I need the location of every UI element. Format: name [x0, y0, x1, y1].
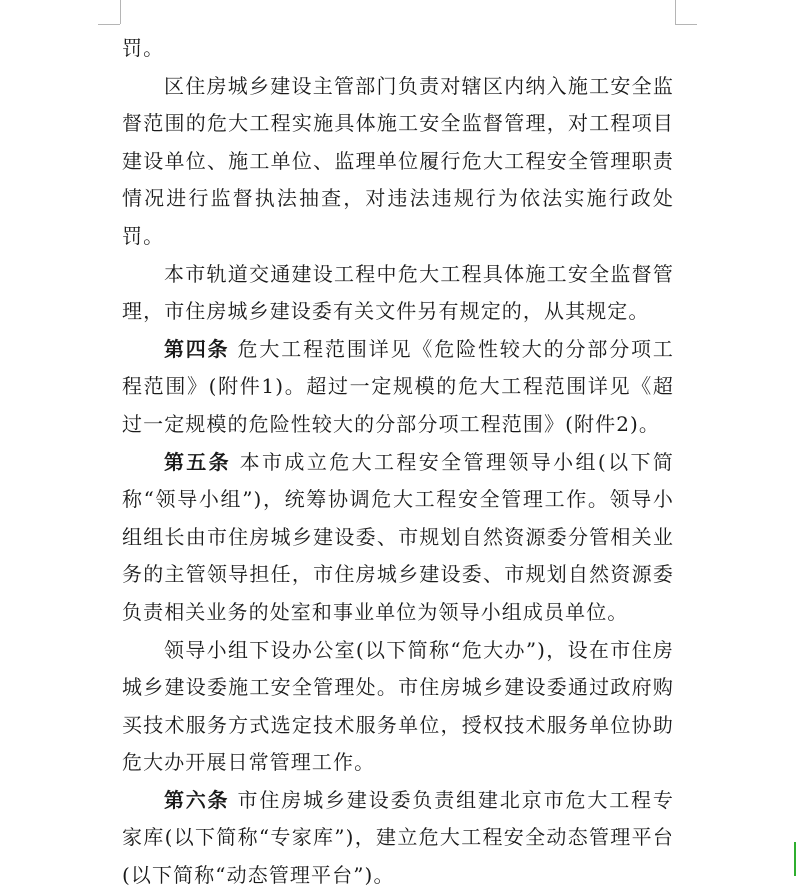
document-body	[122, 30, 674, 895]
paragraph-text: 本市轨道交通建设工程中危大工程具体施工安全监督管理，市住房城乡建设委有关文件另有规定的，从其规定。	[122, 261, 674, 324]
paragraph-text: 市住房城乡建设委负责组建北京市危大工程专家库(以下简称“专家库”)，建立危大工程安全动态管理平台(以下简称“动态管理平台”)。	[122, 787, 675, 888]
paragraph	[122, 256, 674, 331]
article-number: 第四条	[164, 336, 230, 361]
crop-mark-top-left	[120, 0, 121, 24]
article-number: 第六条	[164, 787, 230, 812]
paragraph-text: 本市成立危大工程安全管理领导小组(以下简称“领导小组”)，统筹协调危大工程安全管理工作。领导小组组长由市住房城乡建设委、市规划自然资源委分管相关业务的主管领导担任，市住房城乡建设委、市规划自然资源委负责相关业务的处室和事业单位为领导小组成员单位。	[122, 449, 674, 624]
crop-mark-top-left	[98, 24, 120, 25]
paragraph	[122, 68, 674, 256]
article-paragraph	[122, 782, 674, 895]
article-paragraph	[122, 331, 674, 444]
paragraph	[122, 30, 674, 68]
paragraph	[122, 632, 674, 782]
paragraph-text: 罚。	[122, 36, 165, 60]
paragraph-text: 领导小组下设办公室(以下简称“危大办”)，设在市住房城乡建设委施工安全管理处。市住房城乡建设委通过政府购买技术服务方式选定技术服务单位，授权技术服务单位协助危大办开展日常管理工作。	[122, 637, 674, 775]
crop-mark-top-right	[675, 0, 676, 24]
paragraph-text: 区住房城乡建设主管部门负责对辖区内纳入施工安全监督范围的危大工程实施具体施工安全监督管理，对工程项目建设单位、施工单位、监理单位履行危大工程安全管理职责情况进行监督执法抽查，对违法违规行为依法实施行政处罚。	[122, 73, 674, 248]
paragraph-text: 危大工程范围详见《危险性较大的分部分项工程范围》(附件1)。超过一定规模的危大工程范围详见《超过一定规模的危险性较大的分部分项工程范围》(附件2)。	[122, 336, 675, 436]
crop-mark-top-right	[675, 24, 697, 25]
article-paragraph	[122, 444, 674, 632]
article-number: 第五条	[164, 449, 231, 474]
